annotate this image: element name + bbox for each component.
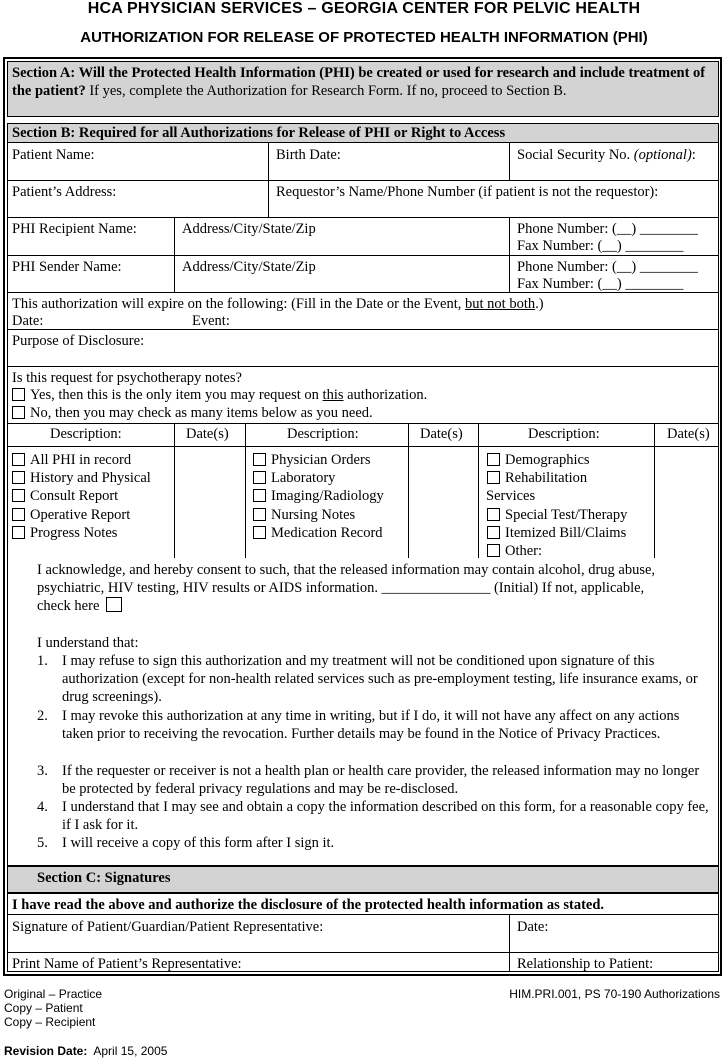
birth-date-label: Birth Date: bbox=[276, 147, 341, 163]
divider bbox=[509, 914, 510, 972]
psych-yes-text-u: this bbox=[322, 387, 344, 403]
item-label: Nursing Notes bbox=[271, 507, 356, 523]
footer-copy-line: Original – Practice bbox=[4, 987, 103, 1001]
item-checkbox-row[interactable] bbox=[253, 506, 355, 524]
list-number: 2. bbox=[37, 708, 48, 724]
ack-line-3: check here bbox=[37, 598, 100, 614]
item-label: Demographics bbox=[505, 452, 590, 468]
divider bbox=[509, 217, 510, 292]
checkbox[interactable] bbox=[487, 526, 500, 539]
divider bbox=[7, 255, 719, 256]
item-label: Itemized Bill/Claims bbox=[505, 525, 627, 541]
item-checkbox-row[interactable] bbox=[12, 524, 117, 542]
footer-copy-line: Copy – Recipient bbox=[4, 1015, 96, 1029]
item-label: Progress Notes bbox=[30, 525, 118, 541]
divider bbox=[654, 423, 655, 558]
col-dates-1: Date(s) bbox=[186, 426, 229, 442]
divider bbox=[7, 217, 719, 218]
item-label: Medication Record bbox=[271, 525, 383, 541]
divider bbox=[408, 423, 409, 558]
expiration-date-label: Date: bbox=[12, 313, 44, 329]
psych-no-text: No, then you may check as many items below as you need. bbox=[30, 405, 373, 421]
item-label: Rehabilitation bbox=[505, 470, 588, 486]
item-label-continued: Services bbox=[486, 488, 536, 504]
checkbox[interactable] bbox=[253, 508, 266, 521]
item-checkbox-row[interactable] bbox=[253, 451, 370, 469]
checkbox[interactable] bbox=[487, 453, 500, 466]
item-checkbox-row[interactable] bbox=[487, 524, 626, 542]
section-a-question: Section A: Will the Protected Health Information (PHI) be created or used for research and include treatment of the patient? bbox=[12, 65, 706, 99]
item-checkbox-row[interactable] bbox=[12, 506, 130, 524]
checkbox[interactable] bbox=[253, 526, 266, 539]
list-item: I may revoke this authorization at any time in writing, but if I do, it will not have any affect on any actions taken prior to receiving the revocation. Further details may be found in the Notice of Privacy Practices. bbox=[62, 708, 680, 742]
sender-fax-label: Fax Number: (__) ________ bbox=[517, 276, 684, 292]
sender-phone-label: Phone Number: (__) ________ bbox=[517, 259, 698, 275]
checkbox[interactable] bbox=[487, 471, 500, 484]
section-b-heading: Section B: Required for all Authorizations for Release of PHI or Right to Access bbox=[12, 125, 506, 141]
patient-address-label: Patient’s Address: bbox=[12, 184, 117, 200]
divider bbox=[268, 142, 269, 217]
expiration-text-end: .) bbox=[535, 296, 544, 312]
checkbox[interactable] bbox=[12, 508, 25, 521]
item-checkbox-row[interactable] bbox=[253, 469, 335, 487]
item-checkbox-row[interactable] bbox=[487, 506, 627, 524]
list-item: I will receive a copy of this form after I sign it. bbox=[62, 835, 335, 851]
expiration-text-underline: but not both bbox=[465, 296, 536, 312]
item-checkbox-row[interactable] bbox=[487, 469, 587, 487]
col-dates-2: Date(s) bbox=[420, 426, 463, 442]
recipient-phone-label: Phone Number: (__) ________ bbox=[517, 221, 698, 237]
purpose-label: Purpose of Disclosure: bbox=[12, 333, 145, 349]
section-c-statement: I have read the above and authorize the disclosure of the protected health information as stated. bbox=[12, 897, 605, 913]
item-label: Imaging/Radiology bbox=[271, 488, 384, 504]
divider bbox=[509, 142, 510, 180]
list-item: I understand that I may see and obtain a copy the information described on this form, for a reasonable copy fee, if I ask for it. bbox=[62, 799, 709, 833]
footer-form-id: HIM.PRI.001, PS 70-190 Authorizations bbox=[509, 987, 720, 1001]
sender-name-label: PHI Sender Name: bbox=[12, 259, 122, 275]
ssn-label-text: Social Security No. bbox=[517, 147, 631, 163]
list-number: 3. bbox=[37, 763, 48, 779]
recipient-fax-label: Fax Number: (__) ________ bbox=[517, 238, 684, 254]
ssn-label bbox=[517, 146, 696, 164]
item-checkbox-row[interactable] bbox=[253, 487, 384, 505]
recipient-address-label: Address/City/State/Zip bbox=[182, 221, 316, 237]
col-description-2: Description: bbox=[287, 426, 359, 442]
checkbox[interactable] bbox=[487, 508, 500, 521]
item-label: Operative Report bbox=[30, 507, 131, 523]
checkbox[interactable] bbox=[12, 406, 25, 419]
divider bbox=[7, 329, 719, 330]
expiration-text bbox=[12, 295, 544, 313]
relationship-label: Relationship to Patient: bbox=[517, 956, 654, 972]
divider bbox=[245, 423, 246, 558]
divider bbox=[7, 423, 719, 424]
understand-heading: I understand that: bbox=[37, 635, 139, 651]
list-item: If the requester or receiver is not a health plan or health care provider, the released information may no longer be protected by federal privacy regulations and may be re-disclosed. bbox=[62, 763, 700, 797]
checkbox[interactable] bbox=[12, 453, 25, 466]
psych-yes-text-b: authorization. bbox=[343, 387, 428, 403]
section-a-instruction: If yes, complete the Authorization for Research Form. If no, proceed to Section B. bbox=[85, 83, 567, 99]
patient-name-label: Patient Name: bbox=[12, 147, 95, 163]
checkbox[interactable] bbox=[106, 597, 122, 612]
col-dates-3: Date(s) bbox=[667, 426, 710, 442]
checkbox[interactable] bbox=[12, 489, 25, 502]
divider bbox=[174, 217, 175, 292]
checkbox[interactable] bbox=[12, 526, 25, 539]
item-checkbox-row[interactable] bbox=[487, 542, 542, 560]
list-item: I may refuse to sign this authorization and my treatment will not be conditioned upon signature of this authorization (except for non-health related services such as pre-employment testing, life insurance exams, or drug screenings). bbox=[62, 653, 698, 705]
expiration-event-label: Event: bbox=[192, 313, 230, 329]
ssn-optional: (optional) bbox=[633, 147, 692, 163]
divider bbox=[7, 952, 719, 953]
divider bbox=[478, 423, 479, 558]
item-label: Consult Report bbox=[30, 488, 119, 504]
divider bbox=[7, 366, 719, 367]
signature-date-label: Date: bbox=[517, 919, 549, 935]
sender-address-label: Address/City/State/Zip bbox=[182, 259, 316, 275]
requestor-label: Requestor’s Name/Phone Number (if patient is not the requestor): bbox=[276, 184, 659, 200]
checkbox[interactable] bbox=[253, 471, 266, 484]
item-label: Laboratory bbox=[271, 470, 336, 486]
revision-date: April 15, 2005 bbox=[93, 1044, 168, 1058]
psych-yes-text-a: Yes, then this is the only item you may request on bbox=[30, 387, 323, 403]
divider bbox=[174, 423, 175, 558]
section-c-heading: Section C: Signatures bbox=[37, 870, 171, 886]
revision-label: Revision Date: bbox=[4, 1044, 88, 1058]
col-description-3: Description: bbox=[528, 426, 600, 442]
item-label: Special Test/Therapy bbox=[505, 507, 628, 523]
form-title: HCA PHYSICIAN SERVICES – GEORGIA CENTER FOR PELVIC HEALTH bbox=[87, 0, 641, 17]
list-number: 5. bbox=[37, 835, 48, 851]
item-checkbox-row[interactable] bbox=[12, 451, 131, 469]
ssn-colon: : bbox=[691, 147, 696, 163]
list-number: 4. bbox=[37, 799, 48, 815]
section-a-text bbox=[12, 64, 712, 100]
checkbox[interactable] bbox=[253, 453, 266, 466]
form-subtitle: AUTHORIZATION FOR RELEASE OF PROTECTED HEALTH INFORMATION (PHI) bbox=[80, 29, 648, 46]
divider bbox=[7, 180, 719, 181]
item-label: Other: bbox=[505, 543, 543, 559]
expiration-text-a: This authorization will expire on the following: (Fill in the Date or the Event, bbox=[12, 296, 466, 312]
item-label: Physician Orders bbox=[271, 452, 371, 468]
item-checkbox-row[interactable] bbox=[12, 487, 118, 505]
recipient-name-label: PHI Recipient Name: bbox=[12, 221, 137, 237]
checkbox[interactable] bbox=[12, 388, 25, 401]
item-checkbox-row[interactable] bbox=[487, 451, 590, 469]
footer-revision bbox=[4, 1044, 167, 1059]
ack-line-2: psychiatric, HIV testing, HIV results or AIDS information. _______________ (Initial) If not, applicable, bbox=[37, 580, 645, 596]
checkbox[interactable] bbox=[487, 544, 500, 557]
item-label: All PHI in record bbox=[30, 452, 132, 468]
col-description-1: Description: bbox=[50, 426, 122, 442]
footer-copy-line: Copy – Patient bbox=[4, 1001, 83, 1015]
divider bbox=[7, 142, 719, 143]
checkbox[interactable] bbox=[253, 489, 266, 502]
print-name-label: Print Name of Patient’s Representative: bbox=[12, 956, 242, 972]
signature-label: Signature of Patient/Guardian/Patient Representative: bbox=[12, 919, 324, 935]
psych-question: Is this request for psychotherapy notes? bbox=[12, 370, 242, 386]
list-number: 1. bbox=[37, 653, 48, 669]
psych-yes-option[interactable] bbox=[12, 386, 427, 404]
checkbox[interactable] bbox=[12, 471, 25, 484]
ack-line-1: I acknowledge, and hereby consent to such, that the released information may contain alcohol, drug abuse, bbox=[37, 562, 656, 578]
divider bbox=[7, 914, 719, 915]
item-checkbox-row[interactable] bbox=[253, 524, 383, 542]
divider bbox=[7, 446, 719, 447]
item-checkbox-row[interactable] bbox=[12, 469, 151, 487]
ack-check-row[interactable] bbox=[37, 597, 127, 615]
psych-no-option[interactable] bbox=[12, 404, 373, 422]
item-label: History and Physical bbox=[30, 470, 151, 486]
